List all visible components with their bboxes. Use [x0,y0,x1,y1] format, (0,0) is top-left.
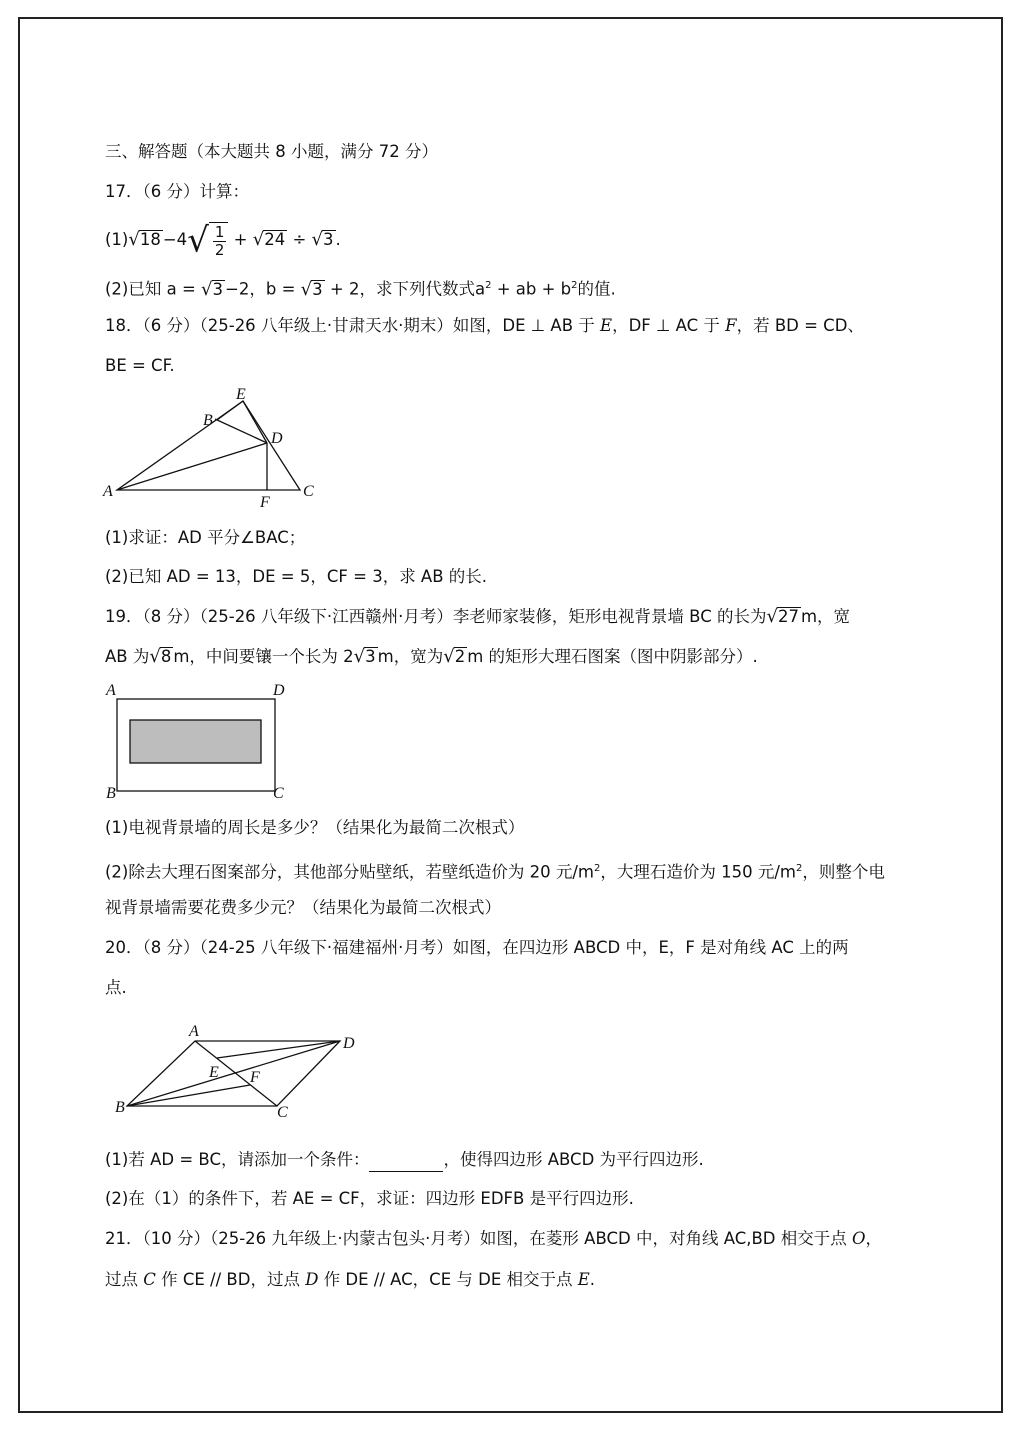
q19-text: AB 为 [105,647,150,666]
q17-p1-div: ÷ [287,230,312,249]
q17-fraction [213,224,227,259]
exponent: 2 [594,863,601,874]
q20-part2: (2)在（1）的条件下，若 AE = CF，求证：四边形 EDFB 是平行四边形. [105,1189,634,1208]
q19-radicand: 2 [454,647,466,666]
q19-text: m，宽 [800,607,851,626]
q17-p1-plus: + [228,230,253,249]
label-d: D [273,682,285,699]
sqrt-sign: √ [443,646,455,667]
diagonal-ac [195,1041,277,1106]
q21-text: 作 DE // AC，CE 与 DE 相交于点 [318,1270,578,1289]
label-b: B [203,412,213,429]
q21-text: ， [865,1229,883,1248]
q19-line1 [105,605,850,629]
frac-denominator: 2 [214,241,225,259]
q20-line1: 20．（8 分）（24-25 八年级下·福建福州·月考）如图，在四边形 ABCD 中，E，F 是对角线 AC 上的两 [105,938,849,957]
q19-p2-text: (2)除去大理石图案部分，其他部分贴壁纸，若壁纸造价为 20 元/m [105,862,594,882]
q18-part2: (2)已知 AD = 13，DE = 5，CF = 3，求 AB 的长. [105,567,488,586]
sqrt-sign: √ [201,278,213,300]
q19-part2-line1 [105,857,885,885]
q21-point-d: D [305,1270,319,1289]
q20-quadrilateral-figure [105,1020,375,1125]
exponent: 2 [796,863,803,874]
q17-p2-text: −2，b = [225,279,301,299]
big-sqrt-sign: √ [187,220,209,261]
answer-blank[interactable] [369,1154,443,1172]
q19-line2 [105,645,758,669]
sqrt-sign: √ [128,229,140,250]
q17-p2-text: + 2，求下列代数式a [324,279,486,299]
q19-part1: (1)电视背景墙的周长是多少？（结果化为最简二次根式） [105,818,525,837]
segment-ed [243,401,267,443]
segment-be [217,401,243,420]
label-c: C [277,1104,288,1121]
sqrt-sign: √ [252,229,265,250]
q19-p2-text: ，大理石造价为 150 元/m [600,862,796,882]
exponent: 2 [571,280,578,291]
label-b: B [115,1099,125,1116]
q17-p2-text: 的值. [577,279,616,299]
q17-p2-radicand-b: 3 [312,279,323,299]
q17-p1-radicand1: 18 [139,230,161,249]
q17-p2-text: (2)已知 a = [105,279,202,299]
label-c: C [273,785,284,802]
q17-p1-radicand2: 24 [264,230,286,249]
label-f: F [250,1069,260,1086]
q20-part1 [105,1148,704,1172]
q21-point-o: O [851,1229,866,1248]
q17-p1-radicand3: 3 [323,230,334,249]
q19-p2-text: ，则整个电 [802,862,885,882]
q17-p2-radicand-a: 3 [212,279,224,299]
q18-part1: (1)求证：AD 平分∠BAC； [105,528,306,547]
q21-text: 过点 [105,1270,144,1289]
sqrt-sign: √ [149,646,161,667]
q19-rectangle-figure [100,680,300,805]
q21-point-e: E [577,1270,590,1289]
q18-point-f: F [725,316,737,335]
label-d: D [271,430,283,447]
q18-line1 [105,314,864,338]
q17-p1-prefix: (1) [105,230,129,249]
exponent: 2 [485,280,492,291]
q19-radicand: 3 [365,647,376,666]
q21-text: 作 CE // BD，过点 [155,1270,306,1289]
q17-head: 17．（6 分）计算： [105,182,249,201]
segment-ad [117,443,267,490]
sqrt-sign: √ [300,278,313,300]
section-title: 三、解答题（本大题共 8 小题，满分 72 分） [105,142,438,161]
label-a: A [189,1023,199,1040]
q17-part2 [105,274,616,302]
label-e: E [209,1064,219,1081]
q17-p1-frac-root [209,222,229,259]
q18-triangle-figure [95,385,335,515]
segment-ed [217,1041,340,1058]
q19-text: m，宽为 [377,647,444,666]
q18-point-e: E [600,316,613,335]
q19-text: 19．（8 分）（25-26 八年级下·江西赣州·月考）李老师家装修，矩形电视背景墙 BC 的长为 [105,607,767,626]
sqrt-sign: √ [766,606,778,627]
frac-numerator: 1 [214,223,225,241]
label-d: D [343,1035,355,1052]
sqrt-sign: √ [311,229,324,250]
q19-text: m，中间要镶一个长为 2 [173,647,354,666]
q18-text: 18．（6 分）（25-26 八年级上·甘肃天水·期末）如图，DE ⊥ AB 于 [105,316,601,335]
q21-point-c: C [143,1270,156,1289]
q21-line1 [105,1227,882,1251]
q20-p1-text: ，使得四边形 ABCD 为平行四边形. [443,1150,704,1169]
marble-shaded-rectangle [130,720,261,763]
q17-p2-text: + ab + b [491,279,572,299]
q17-p1-coef: −4 [162,230,188,249]
q17-p1-end: . [335,230,341,249]
q21-text: 21．（10 分）（25-26 九年级上·内蒙古包头·月考）如图，在菱形 ABCD 中，对角线 AC,BD 相交于点 [105,1229,852,1248]
q19-text: m 的矩形大理石图案（图中阴影部分）. [467,647,758,666]
q21-text: . [589,1270,596,1289]
q20-p1-text: (1)若 AD = BC，请添加一个条件： [105,1150,370,1169]
q19-radicand: 8 [160,647,172,666]
segment-bd [215,419,267,443]
label-e: E [236,386,246,403]
label-b: B [106,785,116,802]
q20-line2: 点. [105,978,127,997]
q21-line2 [105,1268,595,1292]
q17-part1 [105,222,341,259]
label-a: A [106,682,116,699]
label-c: C [303,483,314,500]
q18-line2: BE = CF. [105,356,175,375]
sqrt-sign: √ [353,646,366,667]
q18-text: ，DF ⊥ AC 于 [612,316,726,335]
label-f: F [260,494,270,511]
q19-part2-line2: 视背景墙需要花费多少元？（结果化为最简二次根式） [105,898,501,917]
q19-radicand: 27 [777,607,799,626]
q18-text: ，若 BD = CD、 [736,316,864,335]
label-a: A [103,483,113,500]
